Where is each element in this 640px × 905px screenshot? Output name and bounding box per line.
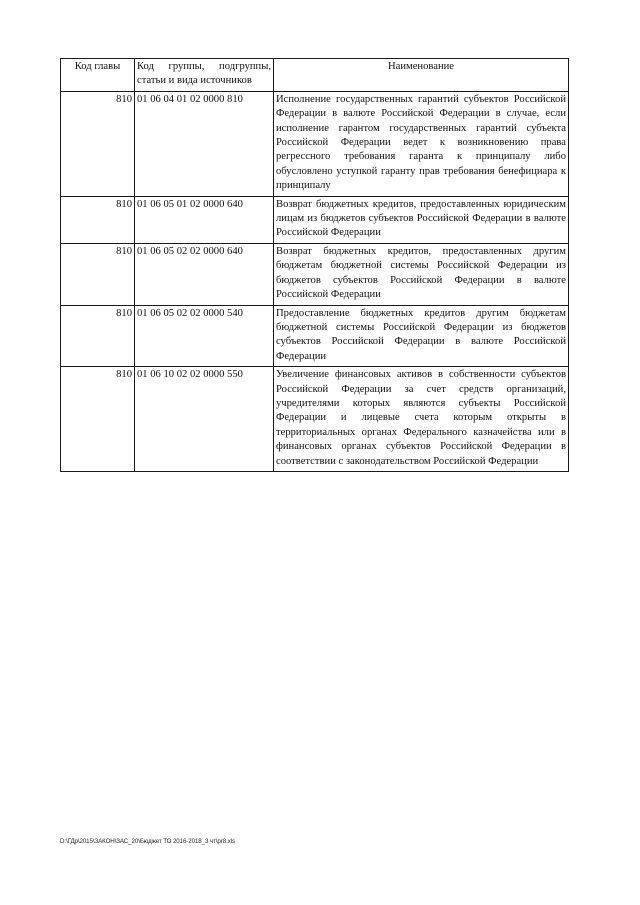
header-chapter-code: Код главы: [61, 59, 135, 92]
source-code-cell: 01 06 04 01 02 0000 810: [135, 91, 274, 196]
source-code-cell: 01 06 05 02 02 0000 540: [135, 305, 274, 367]
header-group-code: Код группы, подгруппы, статьи и вида источников: [135, 59, 274, 92]
chapter-code-cell: 810: [61, 196, 135, 243]
table-row: [61, 196, 569, 243]
source-code-cell: 01 06 05 01 02 0000 640: [135, 196, 274, 243]
table-row: [61, 367, 569, 472]
source-name-cell: Возврат бюджетных кредитов, предоставленных юридическим лицам из бюджетов субъектов Российской Федерации в валюте Российской Федерации: [274, 196, 569, 243]
table-row: [61, 243, 569, 305]
table-header-row: [61, 59, 569, 92]
source-name-cell: Исполнение государственных гарантий субъектов Российской Федерации в валюте Российской Федерации в случае, если исполнение гарантом государственных гарантий субъекта Российской Федерации ведет к возникновению права регрессного требования гаранта к принципалу либо обусловлено уступкой гаранту прав требования бенефициара к принципалу: [274, 91, 569, 196]
chapter-code-cell: 810: [61, 367, 135, 472]
source-code-cell: 01 06 05 02 02 0000 640: [135, 243, 274, 305]
chapter-code-cell: 810: [61, 243, 135, 305]
chapter-code-cell: 810: [61, 91, 135, 196]
source-name-cell: Увеличение финансовых активов в собственности субъектов Российской Федерации за счет средств организаций, учредителями которых являются субъекты Российской Федерации и лицевые счета которым открыты в территориальных органах Федерального казначейства или в финансовых органах субъектов Российской Федерации в соответствии с законодательством Российской Федерации: [274, 367, 569, 472]
source-name-cell: Возврат бюджетных кредитов, предоставленных другим бюджетам бюджетной системы Российской Федерации из бюджетов субъектов Российской Федерации в валюте Российской Федерации: [274, 243, 569, 305]
table-row: [61, 305, 569, 367]
source-code-cell: 01 06 10 02 02 0000 550: [135, 367, 274, 472]
table-row: [61, 91, 569, 196]
header-name: Наименование: [274, 59, 569, 92]
chapter-code-cell: 810: [61, 305, 135, 367]
sources-table: [60, 58, 569, 472]
file-path-footer: D:\ГДр\2015\ЗАКОН\ЗАС_20\Бюджет ТО 2016-2018_3 чт\pr8.xls: [60, 838, 235, 845]
source-name-cell: Предоставление бюджетных кредитов другим бюджетам бюджетной системы Российской Федерации из бюджетов субъектов Российской Федерации в валюте Российской Федерации: [274, 305, 569, 367]
